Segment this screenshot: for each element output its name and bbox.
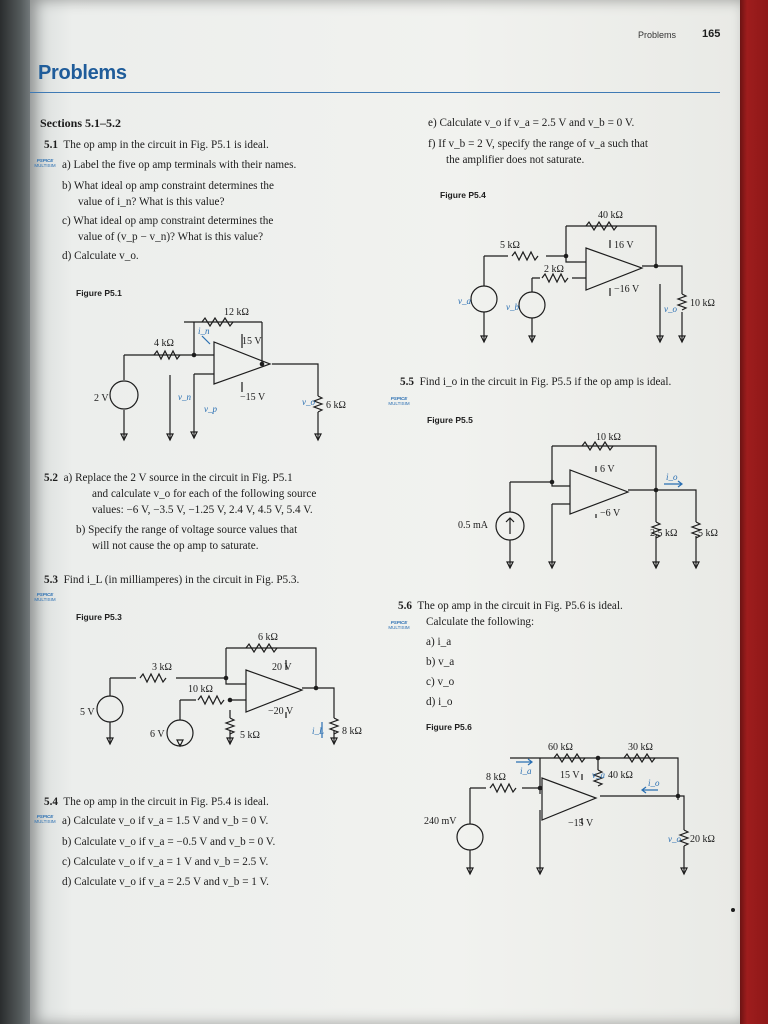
problem-5-5-stem: 5.5 Find i_o in the circuit in Fig. P5.5 if the op amp is ideal. bbox=[400, 376, 672, 388]
circuit-figure-p5-3 bbox=[80, 626, 362, 756]
figure-p5-5-label: Figure P5.5 bbox=[427, 415, 473, 425]
svg-text:6 V: 6 V bbox=[600, 464, 615, 475]
svg-text:60 kΩ: 60 kΩ bbox=[548, 742, 573, 753]
problem-5-6-b: b) v_a bbox=[426, 656, 455, 668]
svg-text:30 kΩ: 30 kΩ bbox=[628, 742, 653, 753]
problem-5-6-c: c) v_o bbox=[426, 676, 455, 688]
running-head: Problems bbox=[638, 30, 677, 40]
problem-5-3-stem: 5.3 Find i_L (in milliamperes) in the circuit in Fig. P5.3. bbox=[44, 574, 300, 586]
problem-5-1-stem: 5.1 The op amp in the circuit in Fig. P5.1 is ideal. bbox=[44, 139, 269, 151]
circuit-figure-p5-5 bbox=[428, 428, 718, 578]
svg-text:v_n: v_n bbox=[178, 392, 191, 402]
svg-text:2.5 kΩ: 2.5 kΩ bbox=[650, 528, 678, 539]
svg-text:v_p: v_p bbox=[204, 404, 217, 414]
svg-text:5 V: 5 V bbox=[80, 707, 95, 718]
svg-text:15 V: 15 V bbox=[242, 336, 262, 347]
problem-5-4-d: d) Calculate v_o if v_a = 2.5 V and v_b = 1 V. bbox=[62, 876, 269, 888]
svg-text:−20 V: −20 V bbox=[268, 706, 294, 717]
pspice-badge: PSPICE MULTISIM bbox=[388, 620, 410, 630]
svg-text:v_a: v_a bbox=[592, 770, 605, 780]
textbook-page bbox=[30, 0, 740, 1024]
svg-text:i_a: i_a bbox=[520, 766, 532, 776]
problem-5-2-a: 5.2 a) Replace the 2 V source in the circuit in Fig. P5.1 and calculate v_o for each of the following source values: −6 V, −3.5 V, −1.25 V, 2.4 V, 4.5 V, 5.4 V. bbox=[44, 472, 317, 516]
problem-5-1-d: d) Calculate v_o. bbox=[62, 250, 139, 262]
book-cover-edge bbox=[738, 0, 768, 1024]
svg-text:40 kΩ: 40 kΩ bbox=[608, 770, 633, 781]
page-title: Problems bbox=[38, 62, 127, 84]
svg-text:6 kΩ: 6 kΩ bbox=[258, 632, 278, 643]
svg-text:4 kΩ: 4 kΩ bbox=[154, 338, 174, 349]
problem-5-1-c: c) What ideal op amp constraint determines the value of (v_p − v_n)? What is this value? bbox=[62, 215, 274, 243]
svg-text:10 kΩ: 10 kΩ bbox=[596, 432, 621, 443]
svg-text:6 V: 6 V bbox=[150, 729, 165, 740]
problem-5-4-e: e) Calculate v_o if v_a = 2.5 V and v_b = 0 V. bbox=[428, 117, 635, 129]
svg-text:20 kΩ: 20 kΩ bbox=[690, 834, 715, 845]
svg-text:8 kΩ: 8 kΩ bbox=[342, 726, 362, 737]
svg-text:i_n: i_n bbox=[198, 326, 210, 336]
svg-text:v_o: v_o bbox=[302, 397, 315, 407]
figure-p5-3-label: Figure P5.3 bbox=[76, 612, 122, 622]
pspice-badge: PSPICE MULTISIM bbox=[34, 592, 56, 602]
circuit-figure-p5-4 bbox=[436, 204, 716, 349]
problem-5-1-b: b) What ideal op amp constraint determines the value of i_n? What is this value? bbox=[62, 180, 274, 208]
svg-text:8 kΩ: 8 kΩ bbox=[486, 772, 506, 783]
svg-text:i_o: i_o bbox=[666, 472, 678, 482]
svg-text:v_o: v_o bbox=[664, 304, 677, 314]
pspice-badge: PSPICE MULTISIM bbox=[34, 814, 56, 824]
svg-text:0.5 mA: 0.5 mA bbox=[458, 520, 488, 531]
circuit-figure-p5-1 bbox=[90, 300, 350, 450]
svg-text:5 kΩ: 5 kΩ bbox=[500, 240, 520, 251]
svg-text:−15 V: −15 V bbox=[240, 392, 266, 403]
svg-text:i_L: i_L bbox=[312, 726, 325, 736]
problem-5-6-stem: 5.6 The op amp in the circuit in Fig. P5.6 is ideal. Calculate the following: bbox=[398, 600, 623, 628]
problem-5-1-a: a) Label the five op amp terminals with their names. bbox=[62, 159, 297, 171]
svg-text:v_o: v_o bbox=[668, 834, 681, 844]
problem-5-4-stem: 5.4 The op amp in the circuit in Fig. P5.4 is ideal. bbox=[44, 796, 269, 808]
svg-text:3 kΩ: 3 kΩ bbox=[152, 662, 172, 673]
problem-5-6-a: a) i_a bbox=[426, 636, 452, 648]
problem-5-4-f: f) If v_b = 2 V, specify the range of v_a such that the amplifier does not saturate. bbox=[428, 138, 648, 166]
svg-text:10 kΩ: 10 kΩ bbox=[188, 684, 213, 695]
problem-5-4-b: b) Calculate v_o if v_a = −0.5 V and v_b = 0 V. bbox=[62, 836, 276, 848]
svg-text:16 V: 16 V bbox=[614, 240, 634, 251]
svg-text:20 V: 20 V bbox=[272, 662, 292, 673]
title-divider bbox=[30, 92, 720, 93]
figure-p5-4-label: Figure P5.4 bbox=[440, 190, 486, 200]
figure-p5-6-label: Figure P5.6 bbox=[426, 722, 472, 732]
problem-5-4-a: a) Calculate v_o if v_a = 1.5 V and v_b = 0 V. bbox=[62, 815, 269, 827]
pspice-badge: PSPICE MULTISIM bbox=[388, 396, 410, 406]
section-heading: Sections 5.1–5.2 bbox=[40, 116, 121, 130]
page-number: 165 bbox=[702, 28, 721, 40]
problem-5-4-c: c) Calculate v_o if v_a = 1 V and v_b = 2.5 V. bbox=[62, 856, 269, 868]
svg-text:5 kΩ: 5 kΩ bbox=[698, 528, 718, 539]
pspice-badge: PSPICE MULTISIM bbox=[34, 158, 56, 168]
svg-text:−6 V: −6 V bbox=[600, 508, 621, 519]
svg-text:40 kΩ: 40 kΩ bbox=[598, 210, 623, 221]
problem-5-2-b: b) Specify the range of voltage source values that will not cause the op amp to saturate. bbox=[76, 524, 298, 552]
svg-text:−16 V: −16 V bbox=[614, 284, 640, 295]
svg-text:10 kΩ: 10 kΩ bbox=[690, 298, 715, 309]
svg-text:−15 V: −15 V bbox=[568, 818, 594, 829]
svg-text:15 V: 15 V bbox=[560, 770, 580, 781]
svg-text:2 kΩ: 2 kΩ bbox=[544, 264, 564, 275]
problem-5-6-d: d) i_o bbox=[426, 696, 453, 708]
svg-text:12 kΩ: 12 kΩ bbox=[224, 307, 249, 318]
svg-text:2 V: 2 V bbox=[94, 393, 109, 404]
circuit-figure-p5-6 bbox=[424, 734, 728, 884]
svg-text:v_b: v_b bbox=[506, 302, 519, 312]
svg-text:6 kΩ: 6 kΩ bbox=[326, 400, 346, 411]
svg-text:5 kΩ: 5 kΩ bbox=[240, 730, 260, 741]
svg-text:i_o: i_o bbox=[648, 778, 660, 788]
svg-text:v_a: v_a bbox=[458, 296, 471, 306]
page-mark bbox=[731, 908, 735, 912]
figure-p5-1-label: Figure P5.1 bbox=[76, 288, 122, 298]
svg-text:240 mV: 240 mV bbox=[424, 816, 457, 827]
